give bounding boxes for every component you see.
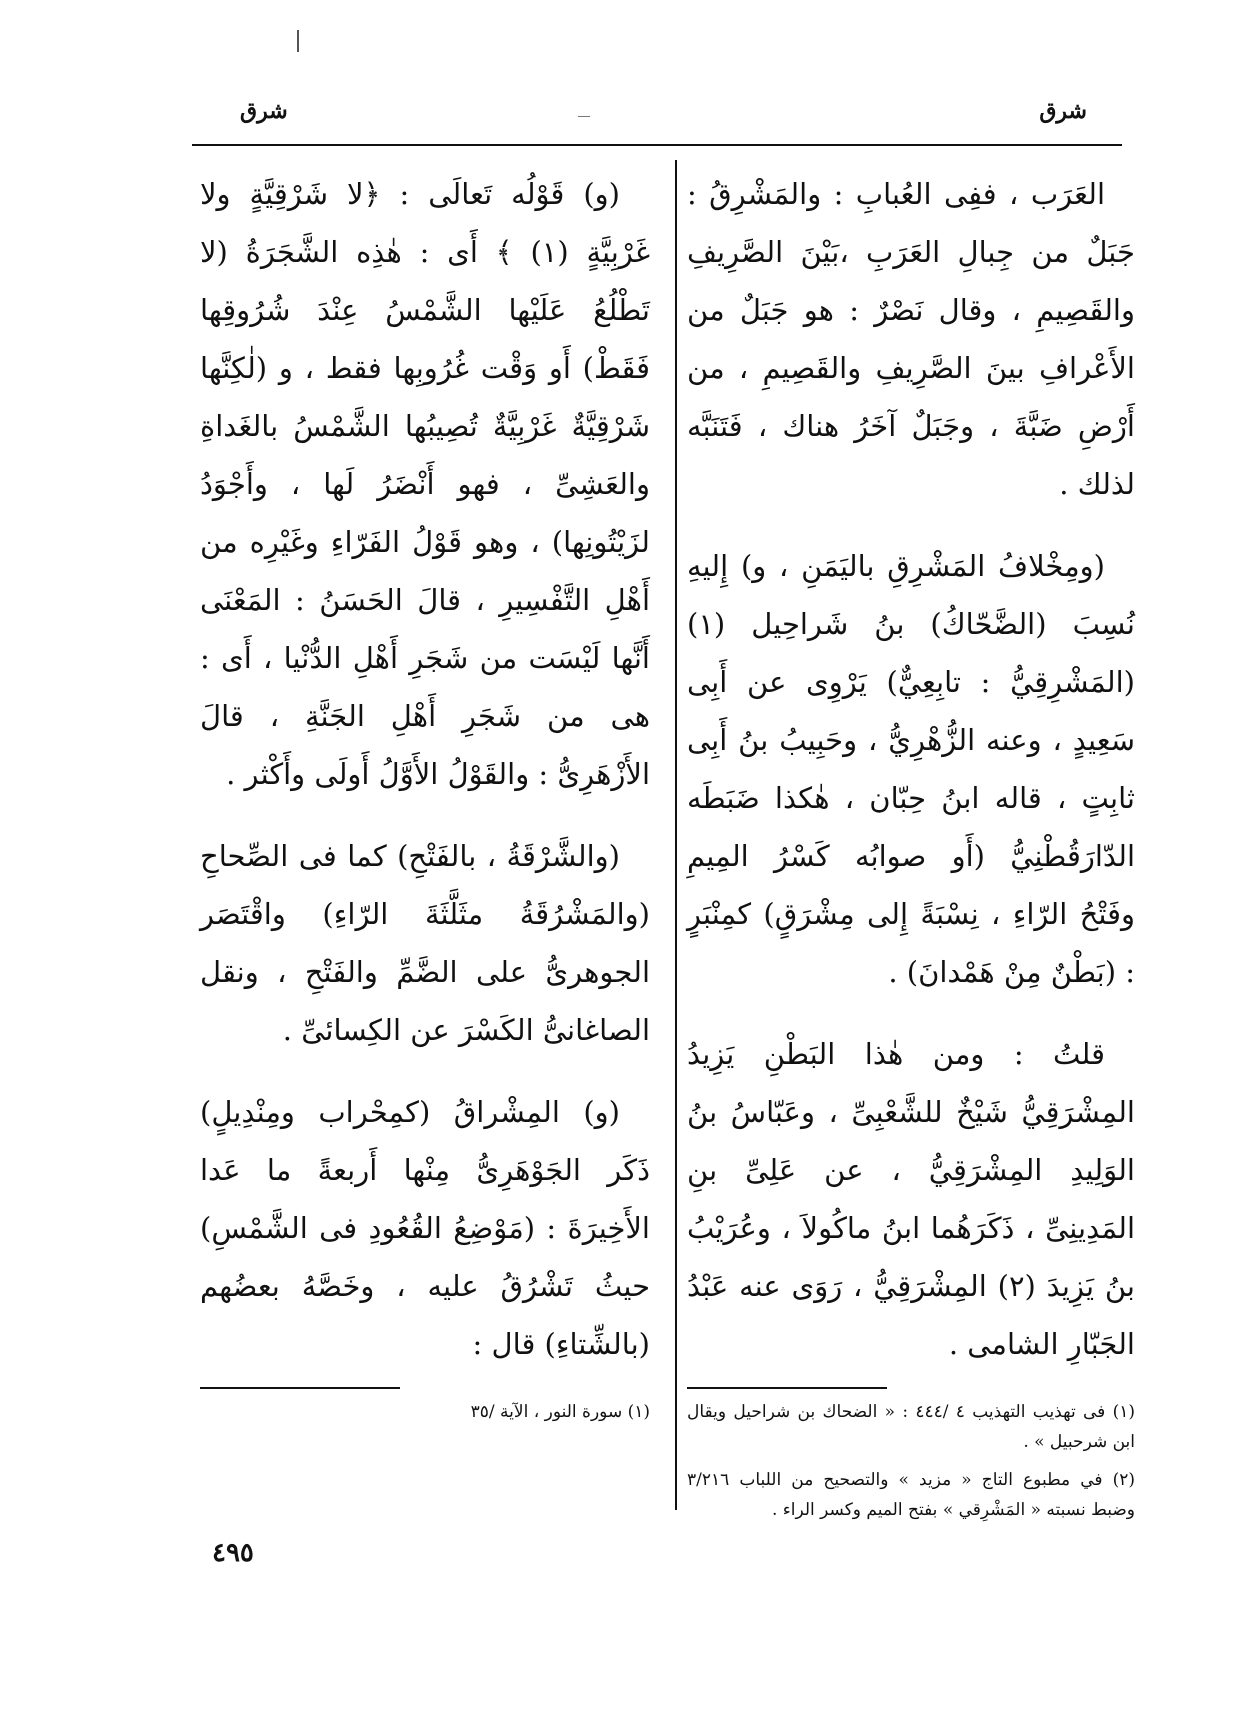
column-divider xyxy=(675,160,677,1510)
scan-mark xyxy=(578,116,590,117)
paragraph: (و) المِشْراقُ (كمِحْراب ومِنْدِيلٍ) ذَكَر الجَوْهَرِىُّ مِنْها أَربعةً ما عَدا الأَخِيرَةَ : (مَوْضِعُ القُعُودِ فى الشَّمْسِ) حيثُ تَشْرُقُ عليه ، وخَصَّهُ بعضُهم (بالشِّتاءِ) قال : xyxy=(200,1095,650,1361)
paragraph: العَرَب ، ففِى العُبابِ : والمَشْرِقُ : جَبَلٌ من جِبالِ العَرَبِ ،بَيْنَ الصَّرِيفِ والقَصِيمِ ، وقال نَصْرٌ : هو جَبَلٌ من الأَعْرافِ بينَ الصَّرِيفِ والقَصِيمِ ، من أَرْضِ ضَبَّةَ ، وجَبَلٌ آخَرُ هناك ، فَتَنَبَّه لذلك . xyxy=(687,177,1135,501)
footnote: (١) سورة النور ، الآية /٣٥ xyxy=(470,1402,650,1422)
footnote-rule xyxy=(687,1387,887,1389)
page-number: ٤٩٥ xyxy=(212,1538,254,1568)
left-column xyxy=(200,165,650,1427)
paragraph: (ومِخْلافُ المَشْرِقِ باليَمَنِ ، و) إِليهِ نُسِبَ (الضَّحّاكُ) بنُ شَراحِيل (١) (المَشْرِقِيُّ : تابِعِيٌّ) يَرْوِى عن أَبِى سَعِيدٍ ، وعنه الزُّهْرِيُّ ، وحَبِيبُ بنُ أَبِى ثابِتٍ ، قاله ابنُ حِبّان ، هٰكذا ضَبَطَه الدّارَقُطْنِيُّ (أَو صوابُه كَسْرُ المِيمِ وفَتْحُ الرّاءِ ، نِسْبَةً إِلى مِشْرَقٍ) كمِنْبَرٍ : (بَطْنٌ مِنْ هَمْدانَ) . xyxy=(687,549,1135,989)
paragraph: (والشَّرْقَةُ ، بالفَتْحِ) كما فى الصِّحاحِ (والمَشْرُقَةُ مثَلَّثَةَ الرّاءِ) واقْتَصَر الجوهرىُّ على الضَّمِّ والفَتْحِ ، ونقل الصاغانىُّ الكَسْرَ عن الكِسائىِّ . xyxy=(200,839,650,1047)
paragraph: (و) قَوْلُه تَعالَى : ﴿لا شَرْقِيَّةٍ ولا غَرْبِيَّةٍ (١) ﴾ أَى : هٰذِه الشَّجَرَةُ (لا تَطْلُعُ عَلَيْها الشَّمْسُ عِنْدَ شُرُوقِها فَقَطْ) أَو وَقْت غُرُوبِها فقط ، و (لٰكِنَّها شَرْقِيَّةٌ غَرْبِيَّةٌ تُصِيبُها الشَّمْسُ بالغَداةِ والعَشِىِّ ، فهو أَنْضَرُ لَها ، وأَجْوَدُ لزَيْتُونِها) ، وهو قَوْلُ الفَرّاءِ وغَيْرِه من أَهْلِ التَّفْسِيرِ ، قالَ الحَسَنُ : المَعْنَى أَنَّها لَيْسَت من شَجَرِ أَهْلِ الدُّنْيا ، أَى : هى من شَجَرِ أَهْلِ الجَنَّةِ ، قالَ الأَزْهَرِىُّ : والقَوْلُ الأَوَّلُ أَولَى وأَكْثر . xyxy=(200,177,650,791)
header-rule xyxy=(192,144,1122,146)
footnote-rule xyxy=(200,1387,400,1389)
right-column xyxy=(687,165,1135,1525)
running-header-left: شرق xyxy=(240,98,288,124)
footnote: (١) فى تهذيب التهذيب ٤ /٤٤٤ : « الضحاك بن شراحيل ويقال ابن شرحبيل » . xyxy=(687,1402,1135,1452)
paragraph: قلتُ : ومن هٰذا البَطْنِ يَزِيدُ المِشْرَقِيُّ شَيْخٌ للشَّعْبِىِّ ، وعَبّاسُ بنُ الوَلِيدِ المِشْرَقِيُّ ، عن عَلِىِّ بنِ المَدِينِىِّ ، ذَكَرَهُما ابنُ ماكُولاَ ، وعُرَيْبُ بنُ يَزِيدَ (٢) المِشْرَقِيُّ ، رَوَى عنه عَبْدُ الجَبّارِ الشامى . xyxy=(687,1037,1136,1361)
running-header-right: شرق xyxy=(1039,98,1087,124)
scan-mark xyxy=(297,30,299,52)
footnote: (٢) في مطبوع التاج « مزيد » والتصحيح من اللباب ٣/٢١٦ وضبط نسبته « المَشْرِقي » بفتح الميم وكسر الراء . xyxy=(687,1470,1135,1520)
